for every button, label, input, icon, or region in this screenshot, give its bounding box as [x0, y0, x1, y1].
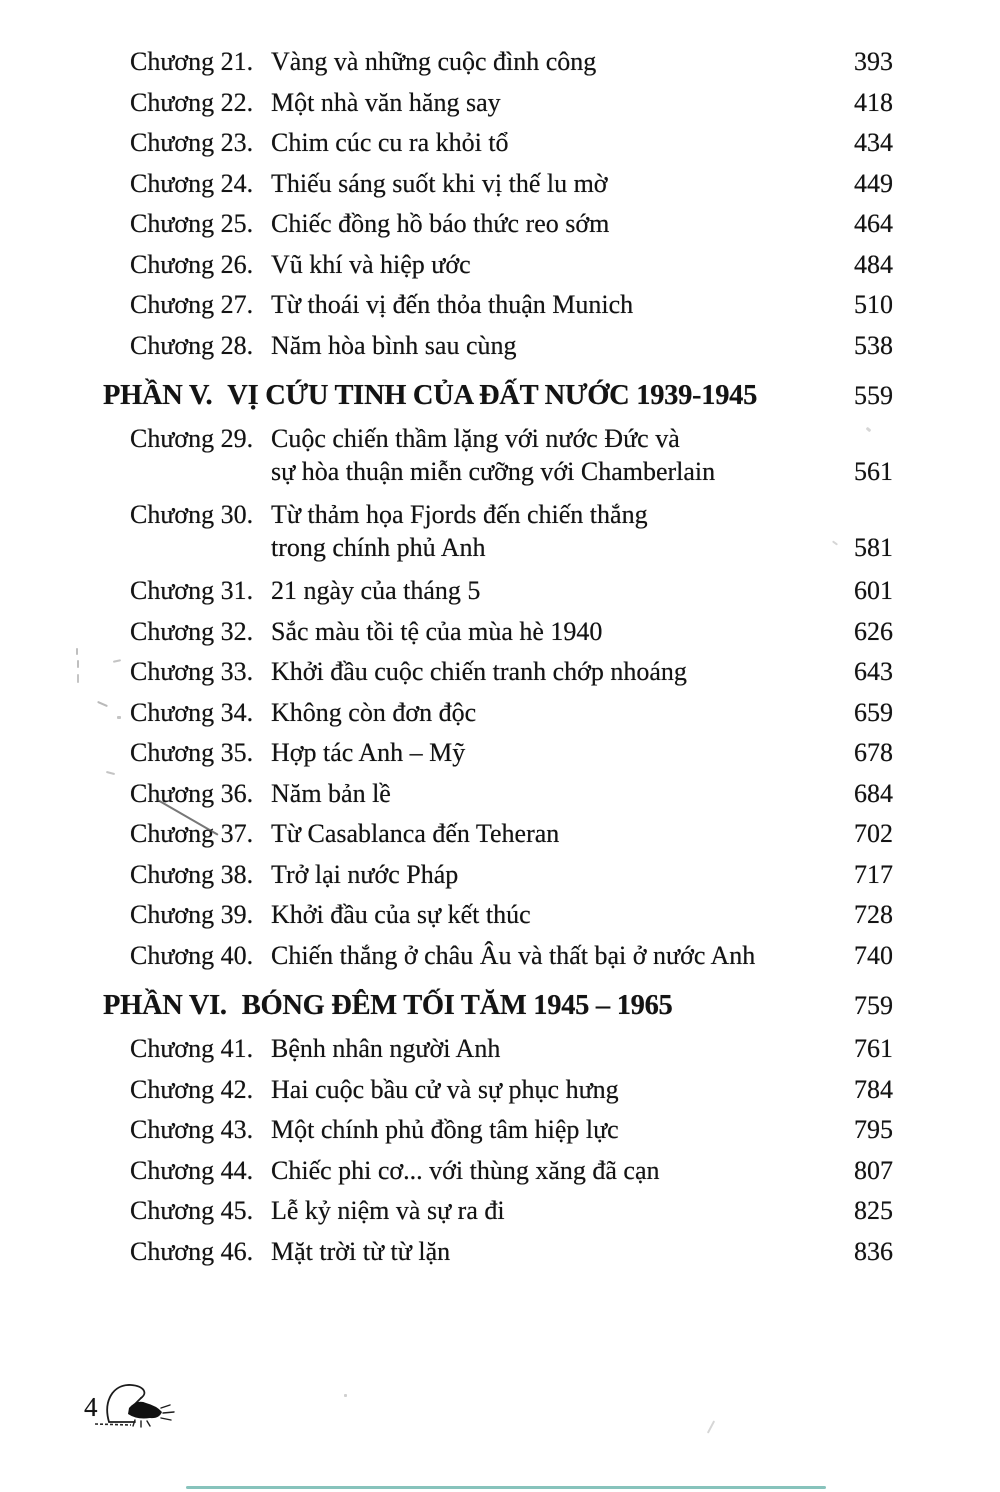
toc-chapter-entry: [0, 83, 1000, 124]
entry-titles: [271, 83, 893, 124]
entry-label: Chương 46.: [130, 1236, 254, 1266]
entry-label: Chương 40.: [130, 940, 254, 970]
entry-titles: [271, 422, 893, 488]
entry-page-number: 759: [854, 991, 893, 1020]
entry-title-line: Chiến thắng ở châu Âu và thất bại ở nước Anh: [271, 940, 756, 970]
toc-chapter-entry: [0, 855, 1000, 896]
entry-label: Chương 30.: [130, 500, 254, 529]
entry-titles: [271, 42, 893, 83]
entry-page-number: 561: [854, 457, 893, 486]
toc-chapter-entry: [0, 652, 1000, 693]
toc-chapter-entry: [0, 895, 1000, 936]
toc-chapter-entry: [0, 936, 1000, 977]
entry-label: Chương 43.: [130, 1115, 254, 1144]
entry-titles: [271, 571, 893, 612]
entry-label: Chương 37.: [130, 819, 254, 848]
entry-label: Chương 23.: [130, 128, 254, 157]
entry-label: Chương 22.: [130, 87, 254, 117]
entry-titles: [271, 855, 893, 896]
toc-chapter-entry: [0, 612, 1000, 653]
toc-chapter-entry: [0, 326, 1000, 367]
entry-label: Chương 35.: [130, 738, 254, 767]
entry-label: Chương 28.: [130, 330, 254, 360]
toc-chapter-entry: [0, 285, 1000, 326]
entry-titles: [271, 498, 893, 564]
entry-page-number: 784: [854, 1074, 893, 1104]
entry-page-number: 510: [854, 290, 893, 319]
entry-title-line: Khởi đầu của sự kết thúc: [271, 900, 531, 929]
entry-titles: [271, 612, 893, 653]
entry-titles: [271, 1151, 893, 1192]
entry-titles: [271, 285, 893, 326]
entry-title-line: Năm bản lề: [271, 778, 391, 808]
toc-chapter-entry: [0, 495, 1000, 564]
entry-page-number: 740: [854, 940, 893, 970]
entry-title-line: Một chính phủ đồng tâm hiệp lực: [271, 1115, 619, 1144]
entry-titles: [271, 1110, 893, 1151]
ink-sketch-doodle-icon: [95, 1379, 245, 1435]
toc-chapter-entry: [0, 733, 1000, 774]
scan-artifact: [76, 648, 78, 655]
entry-title-line: 21 ngày của tháng 5: [271, 576, 481, 605]
entry-title-line: Khởi đầu cuộc chiến tranh chớp nhoáng: [271, 657, 687, 686]
toc-chapter-entry: [0, 1191, 1000, 1232]
entry-page-number: 659: [854, 697, 893, 727]
scan-artifact: [77, 660, 79, 668]
entry-title-line: Chiếc phi cơ... với thùng xăng đã cạn: [271, 1155, 660, 1185]
entry-titles: [271, 326, 893, 367]
entry-page-number: 717: [854, 859, 893, 889]
entry-titles: [271, 1029, 893, 1070]
entry-title-line: Năm hòa bình sau cùng: [271, 330, 517, 360]
entry-label: Chương 33.: [130, 657, 254, 686]
entry-page-number: 538: [854, 330, 893, 360]
entry-label: Chương 41.: [130, 1034, 254, 1063]
entry-label: Chương 36.: [130, 778, 254, 808]
entry-label: Chương 24.: [130, 168, 254, 198]
entry-titles: [271, 1191, 893, 1232]
entry-label: Chương 34.: [130, 697, 254, 727]
scan-artifact: [117, 716, 121, 719]
entry-page-number: 702: [854, 819, 893, 848]
entry-label: Chương 31.: [130, 576, 254, 605]
toc-chapter-entry: [0, 1232, 1000, 1273]
entry-page-number: 393: [854, 47, 893, 76]
entry-titles: [242, 982, 893, 1029]
scan-artifact: [707, 1420, 715, 1433]
entry-titles: [271, 936, 893, 977]
toc-chapter-entry: [0, 419, 1000, 488]
entry-title-line: Từ thảm họa Fjords đến chiến thắng: [271, 500, 648, 529]
toc-chapter-entry: [0, 42, 1000, 83]
entry-page-number: 484: [854, 249, 893, 279]
entry-title-line: sự hòa thuận miễn cưỡng với Chamberlain: [271, 457, 716, 486]
entry-titles: [271, 204, 893, 245]
entry-label: Chương 42.: [130, 1074, 254, 1104]
toc-chapter-entry: [0, 1110, 1000, 1151]
entry-label: Chương 45.: [130, 1196, 254, 1225]
entry-page-number: 449: [854, 168, 893, 198]
entry-page-number: 825: [854, 1196, 893, 1225]
entry-titles: [271, 1070, 893, 1111]
entry-title-line: Từ thoái vị đến thỏa thuận Munich: [271, 290, 634, 319]
entry-titles: [271, 164, 893, 205]
entry-label: Chương 25.: [130, 209, 254, 238]
entry-page-number: 684: [854, 778, 893, 808]
scan-artifact: [77, 674, 79, 683]
entry-title-line: BÓNG ĐÊM TỐI TĂM 1945 – 1965: [241, 990, 673, 1021]
entry-title-line: Trở lại nước Pháp: [271, 859, 459, 889]
entry-page-number: 434: [854, 128, 893, 157]
toc-chapter-entry: [0, 164, 1000, 205]
toc-chapter-entry: [0, 1070, 1000, 1111]
entry-titles: [271, 1232, 893, 1273]
entry-titles: [227, 372, 893, 419]
toc-chapter-entry: [0, 814, 1000, 855]
entry-page-number: 418: [854, 87, 893, 117]
entry-page-number: 836: [854, 1236, 893, 1266]
entry-title-line: Bệnh nhân người Anh: [271, 1034, 501, 1063]
entry-titles: [271, 123, 893, 164]
toc-chapter-entry: [0, 1029, 1000, 1070]
entry-title-line: Không còn đơn độc: [271, 697, 477, 727]
entry-titles: [271, 774, 893, 815]
toc-chapter-entry: [0, 245, 1000, 286]
entry-page-number: 761: [854, 1034, 893, 1063]
entry-page-number: 626: [854, 616, 893, 646]
entry-page-number: 464: [854, 209, 893, 238]
entry-label: Chương 32.: [130, 616, 254, 646]
entry-page-number: 643: [854, 657, 893, 686]
scan-artifact: [344, 1394, 347, 1397]
entry-title-line: Hai cuộc bầu cử và sự phục hưng: [271, 1074, 619, 1104]
entry-label: PHẦN V.: [103, 380, 213, 411]
entry-page-number: 601: [854, 576, 893, 605]
toc-chapter-entry: [0, 693, 1000, 734]
entry-title-line: VỊ CỨU TINH CỦA ĐẤT NƯỚC 1939-1945: [227, 380, 758, 411]
entry-titles: [271, 733, 893, 774]
entry-page-number: 559: [854, 381, 893, 410]
entry-title-line: Chiếc đồng hồ báo thức reo sớm: [271, 209, 610, 238]
entry-title-line: Thiếu sáng suốt khi vị thế lu mờ: [271, 168, 608, 198]
scanner-edge-line: [186, 1486, 826, 1489]
toc-list: [0, 42, 1000, 1272]
entry-label: Chương 38.: [130, 859, 254, 889]
entry-titles: [271, 693, 893, 734]
toc-chapter-entry: [0, 1151, 1000, 1192]
entry-title-line: Mặt trời từ từ lặn: [271, 1236, 451, 1266]
entry-label: Chương 39.: [130, 900, 254, 929]
entry-title-line: Cuộc chiến thầm lặng với nước Đức và: [271, 424, 680, 453]
entry-title-line: Hợp tác Anh – Mỹ: [271, 738, 466, 767]
entry-titles: [271, 895, 893, 936]
entry-title-line: Sắc màu tồi tệ của mùa hè 1940: [271, 616, 603, 646]
entry-title-line: Vũ khí và hiệp ước: [271, 249, 471, 279]
entry-page-number: 728: [854, 900, 893, 929]
entry-title-line: Vàng và những cuộc đình công: [271, 47, 597, 76]
entry-label: Chương 21.: [130, 47, 254, 76]
toc-chapter-entry: [0, 204, 1000, 245]
entry-page-number: 678: [854, 738, 893, 767]
entry-title-line: Chim cúc cu ra khỏi tổ: [271, 128, 509, 157]
entry-title-line: Một nhà văn hăng say: [271, 87, 501, 117]
toc-part-heading: [0, 982, 1000, 1029]
entry-titles: [271, 245, 893, 286]
toc-chapter-entry: [0, 774, 1000, 815]
entry-title-line: Từ Casablanca đến Teheran: [271, 819, 560, 848]
entry-titles: [271, 652, 893, 693]
toc-part-heading: [0, 372, 1000, 419]
footer-page-number: 4: [84, 1392, 98, 1422]
toc-chapter-entry: [0, 123, 1000, 164]
entry-page-number: 581: [854, 533, 893, 562]
entry-title-line: trong chính phủ Anh: [271, 533, 486, 562]
entry-label: Chương 44.: [130, 1155, 254, 1185]
entry-label: Chương 27.: [130, 290, 254, 319]
entry-page-number: 807: [854, 1155, 893, 1185]
entry-label: Chương 29.: [130, 424, 254, 453]
entry-label: Chương 26.: [130, 249, 254, 279]
entry-title-line: Lễ kỷ niệm và sự ra đi: [271, 1196, 505, 1225]
entry-page-number: 795: [854, 1115, 893, 1144]
toc-chapter-entry: [0, 571, 1000, 612]
entry-label: PHẦN VI.: [103, 990, 227, 1021]
entry-titles: [271, 814, 893, 855]
